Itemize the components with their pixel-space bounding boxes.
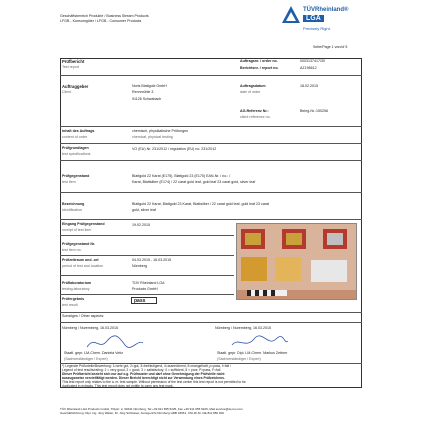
divider [60, 294, 234, 295]
divider [60, 275, 234, 276]
tuv-logo [281, 5, 365, 33]
left-place-date: Nürnberg / Nuremberg, 16.03.2015 [62, 326, 118, 330]
order-no: 0003137417/30 [300, 59, 325, 63]
divider [60, 235, 234, 236]
result-label: Prüfergebnis [62, 297, 85, 301]
result-label-en: test result [62, 303, 78, 307]
test-basis-label-en: test specifications [62, 152, 91, 156]
client-city: 91126 Schwabach [132, 97, 162, 101]
order-date-label: Auftragsdatum [240, 84, 266, 88]
divider [60, 160, 362, 161]
test-basis: VO (EU) Nr. 231/2012 / regulation (EU) no. 231/2012 [132, 147, 217, 151]
right-signer-role: (Sachverständiger / Expert) [217, 357, 261, 361]
legend-line6: duplicated in extracts. This test report does not entitle to carry any test mark. [62, 384, 174, 388]
test-item-line2: Karat, Blattsilber (E174) / 22 carat gold leaf, gold leaf 23 carat gold, silver leaf [132, 180, 256, 184]
receipt-date: 19.02.2015 [132, 223, 150, 227]
item-no-label-en: test item no. [62, 248, 82, 252]
header-consumer-products: LFGB - Konsumgüter / LFGB - Consumer Products [60, 19, 142, 23]
legend-line3: Dieser Prüfbericht bezieht sich nur auf o.g. Prüfmuster und darf ohne Genehmigung der Prüfstelle nicht [62, 372, 225, 376]
page-number: Seite/Page 1 von/of 5 [313, 45, 348, 49]
right-signature [230, 333, 290, 353]
report-title: Prüfbericht [62, 59, 85, 64]
order-content-en: chemical, physical testing [132, 135, 173, 139]
order-date: 18.02.2015 [300, 84, 318, 88]
client-label: Auftraggeber [62, 84, 89, 89]
period: 04.03.2015 - 16.03.2015 [132, 258, 172, 262]
order-no-label: Auftragsnr. / order no. [240, 59, 278, 63]
client-label-en: Client [62, 90, 72, 94]
order-content-label-en: content of order [62, 135, 88, 139]
divider [60, 126, 362, 127]
divider [60, 143, 362, 144]
report-no: AZ196612 [300, 66, 317, 70]
legend-line4: auszugsweise vervielfältigt werden. Dieser Bericht berechtigt nicht zur Verwendung eines Prüfzeichens. [62, 376, 225, 380]
lab-label: Prüflaboratorium [62, 281, 92, 285]
period-label: Prüfzeitraum und -ort [62, 258, 99, 262]
test-result-badge: pass [131, 297, 157, 304]
order-content-label: Inhalt des Auftrags [62, 129, 95, 133]
right-place-date: Nürnberg / Nuremberg, 16.03.2015 [215, 326, 271, 330]
right-signer-name: Staatl. gepr. Dipl. LM-Chem. Markus Zettner [217, 351, 288, 355]
test-item-line1: Blattgold 22 Karat (E175), Blattgold 23 (E175) EAN-Nr. / no.: / [132, 174, 231, 178]
footer-line2: Geschäftsführung: Dipl. Ing. Jörg Walter, Dr. Jörg Schlösser, Amtsgericht Nürnberg HRB 18961, USt-ID-Nr. DE 811 850 000 [60, 411, 224, 415]
legend-line5: This test report only relates to the a. m. test sample. Without permission of the test center this test report is not permitted to be [62, 380, 246, 384]
logo-sub: LGA [303, 15, 324, 22]
divider [60, 255, 234, 256]
client-ref-label-en: client reference no. [240, 115, 271, 119]
report-no-label: Berichtsnr. / report no. [240, 66, 279, 70]
logo-brand: TÜVRheinland® [303, 7, 349, 13]
left-signer-name: Staatl. gepr. LM-Chem. Daniela Veitz [64, 351, 123, 355]
other-aspects-label: Sonstiges / Other aspects: [62, 314, 105, 318]
report-title-en: Test report [62, 65, 79, 69]
identification-line2: gold, silver leaf [132, 208, 156, 212]
period-label-en: period of test and location [62, 264, 104, 268]
test-basis-label: Prüfgrundlagen [62, 146, 89, 150]
test-item-label-en: test item [62, 180, 76, 184]
left-signer-role: (Sachverständiger / Expert) [64, 357, 108, 361]
identification-label: Bezeichnung [62, 202, 85, 206]
identification: Blattgold 22 Karat, Blattgold 23 Karat, Blattsilber / 22 carat gold leaf, gold leaf 23 carat [132, 202, 270, 206]
lab-label-en: testing laboratory [62, 287, 90, 291]
test-item-label: Prüfgegenstand [62, 174, 90, 178]
receipt-label-en: receipt of test item [62, 228, 92, 232]
tuv-triangle-icon [281, 5, 301, 25]
client-ref-label: AG-Referenz Nr.: [240, 109, 269, 113]
logo-tagline: Precisely Right. [303, 26, 331, 31]
lab-name2: Products GmbH [132, 287, 158, 291]
legend-line1: *) Legende Prüfurteile/Bewertung: 1=sehr gut, 2=gut, 3=befriedigend, 4=ausreichend, 5=mangelhaft, p=pass, f=fail / [62, 364, 231, 368]
order-date-label-en: date of order [240, 90, 261, 94]
client-name: Noris Blattgold GmbH [132, 84, 167, 88]
lab-name: TÜV Rheinland LGA [132, 281, 165, 285]
order-content: chemisch, physikalische Prüfungen [132, 129, 189, 133]
divider [60, 219, 362, 220]
legend-line2: Legend of test results/rating: 1 = very good, 2 = good, 3 = satisfactory, 4 = sufficient, 5 = poor, P=pass, F=fail [62, 368, 221, 372]
client-ref-value: Beleg-Nr.:150256 [300, 109, 328, 113]
identification-label-en: identification [62, 208, 82, 212]
divider [60, 312, 362, 313]
divider [60, 192, 362, 193]
footer-line1: TÜV Rheinland LGA Products GmbH, Tillystr. 2, 90431 Nürnberg, Tel +49 911 655 5225, Fax +49 911 655 5226, Mail service@de.tuv.com [60, 407, 243, 411]
divider [60, 75, 362, 76]
sample-photo-illustration [237, 224, 357, 300]
sample-photo [236, 223, 357, 300]
location: Nürnberg [132, 264, 147, 268]
client-street: Rennmühle 3 [132, 90, 154, 94]
left-signature [85, 333, 145, 353]
receipt-label: Eingang Prüfgegenstand [62, 222, 105, 226]
header-business-stream: Geschäftsbereich Produkte / Business Stream Products [60, 14, 149, 18]
item-no-label: Prüfgegenstand Nr. [62, 242, 96, 246]
divider [60, 322, 362, 323]
